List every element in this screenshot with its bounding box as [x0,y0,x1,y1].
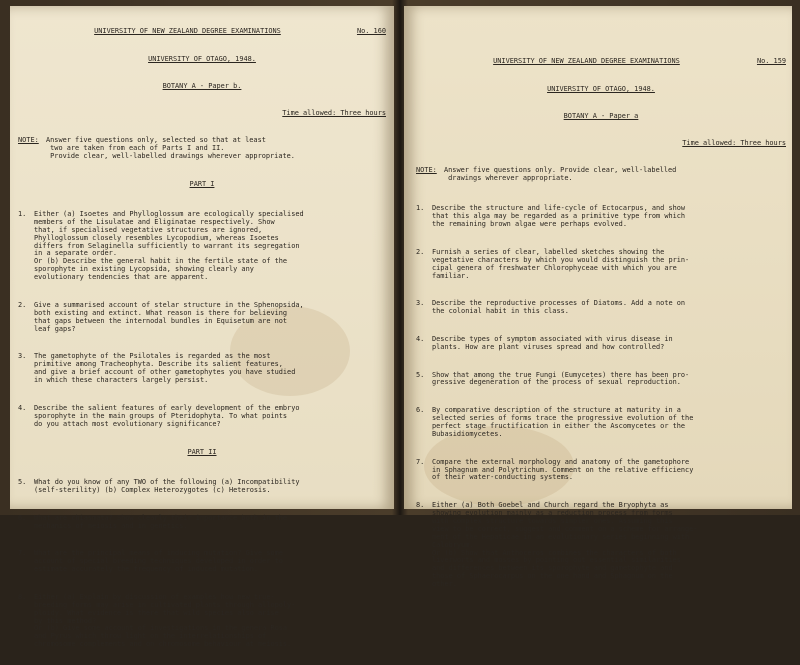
left-page [10,6,394,649]
question: 2. Give a summarised account of stelar structure in the Sphenopsida, both existing and extinct. What reason is there for believing that gaps between the internodal bundles in Equisetum are not leaf gaps? [18,302,386,334]
question: 7. Compare the external morphology and anatomy of the gametophore in Sphagnum and Polytrichum. Comment on the relative efficiency of their water-conducting systems. [416,459,786,483]
part-heading: PART II [187,448,217,457]
question-text: What are chiasmata? Show clearly their importance both in the mechanics of meiosis and in genetics. [34,513,288,530]
question: 5. Show that among the true Fungi (Eumycetes) there has been pro- gressive degeneration of the process of sexual reproduction. [416,372,786,388]
time-allowed: Time allowed: Three hours [282,108,386,117]
question-text: Describe types of symptom associated with virus disease in plants. How are plant viruses spread and how controlled? [432,334,673,351]
question-text: Compare the external morphology and anatomy of the gametophore in Sphagnum and Polytrichum. Comment on the relative efficiency of their water-conducting systems. [432,457,694,482]
question-text: Either (a) Explain by discussion of examples how new true- breeding forms may arise in cultivated plants through allopoly- ploidy. What evidence is there that wild species also arise by this method? Or (b) Give some account of investigations in the genera Rosa and Pyrus which throw light on the interrelationships of chromosome complements and on chromosome behaviour at meiosis. [34,592,296,649]
question: 6. What are chiasmata? Show clearly their importance both in the mechanics of meiosis and in genetics. [18,515,386,531]
question-text: Describe the salient features of early development of the embryo sporophyte in the main groups of Pteridophyta. To what points do you attach most evolutionary significance? [34,403,300,428]
question: 6. By comparative description of the structure at maturity in a selected series of forms trace the progressive evolution of the perfect stage fructification in either the Ascomycetes or the Bubasidiomycetes. [416,407,786,439]
note [416,167,786,183]
question-text: Show that among the true Fungi (Eumycetes) there has been pro- gressive degeneration of the process of sexual reproduction. [432,370,690,387]
question: 1. Either (a) Isoetes and Phylloglossum are ecologically specialised members of the Lisulatae and Eliginatae respectively. Show that, if specialised vegetative structures are ignored, Phylloglossum closely resembles Lycopodium, whereas Isoetes differs from Selaginella sufficiently to warrant its segregation in a separate order. Or (b) Describe the general habit in the fertile state of the sporophyte in existing Lycopsida, showing clearly any evolutionary tendencies that are apparent. [18,211,386,282]
question: 2. Furnish a series of clear, labelled sketches showing the vegetative characters by which you would distinguish the prin- cipal genera of freshwater Chlorophyceae with which you are familiar. [416,249,786,281]
question-text: What do you know of any TWO of the following (a) Incompatibility (self-sterility) (b) Complex Heterozygotes (c) Heterosis. [34,478,300,494]
question: 4. Describe the salient features of early development of the embryo sporophyte in the main groups of Pteridophyta. To what points do you attach most evolutionary significance? [18,405,386,429]
question: 8. Either (a) Explain by discussion of examples how new true- breeding forms may arise in cultivated plants through allopoly- ploidy. What evidence is there that wild species also arise by this method? Or (b) Give some account of investigations in the genera Rosa and Pyrus which throw light on the interrelationships of chromosome complements and on chromosome behaviour at meiosis. [18,594,386,649]
university-name: UNIVERSITY OF OTAGO, 1948. [547,84,655,93]
question: 8. Either (a) Both Goebel and Church regard the Bryophyta as showing evolution mainly as a reduction process from forms with complex structure towards simpler ones. Assuming this view to be correct, suggest and comment on a scheme for arrange- ment of the Hepaticae in an evolutionary series beginning with Calobryum. Or (b) Show that Anthoceros combines the characters of both liverworts and mosses by pointing out essential similarities and differences between its sporophyte and gametophyte and those of Sphaerocarpus on the one hand and Sphagnum on the other. [416,502,786,589]
question-text: Either (a) Both Goebel and Church regard the Bryophyta as showing evolution mainly as a reduction process from forms with complex structure towards simpler ones. Assuming this view to be correct, suggest and comment on a scheme for arrange- ment of the Hepaticae in an evolutionary series beginning with Calobryum. Or (b) Show that Anthoceros combines the characters of both liverworts and mosses by pointing out essential similarities and differences between its sporophyte and gametophyte and those of Sphaerocarpus on the one hand and Sphagnum on the other. [432,501,698,589]
header-line [416,58,786,66]
question-text: Furnish a series of clear, labelled sketches showing the vegetative characters by which you would distinguish the prin- cipal genera of freshwater Chlorophyceae with which you are familiar. [432,247,690,280]
question-text: What are the principal means of inducing mutation? Give some account of special breeding techniques developed in order to estimate accurately the frequency of induced mutation. [34,549,283,574]
paper-number: No. 159 [756,56,786,65]
question: 1. Describe the structure and life-cycle of Ectocarpus, and show that this alga may be regarded as a primitive type from which the remaining brown algae were perhaps evolved. [416,205,786,229]
question-text: Give a summarised account of stelar structure in the Sphenopsida, both existing and extinct. What reason is there for believing that gaps between the internodal bundles in Equisetum are not leaf gaps? [34,300,304,333]
right-page [404,6,792,589]
university-name: UNIVERSITY OF OTAGO, 1948. [148,54,256,63]
paper-title: BOTANY A - Paper b. [162,82,242,91]
note-text: Answer five questions only, selected so that at least two are taken from each of Parts I and II. Provide clear, well-labelled drawings wherever appropriate. [46,135,295,160]
paper-title: BOTANY A - Paper a [563,112,639,121]
question-text: Describe the structure and life-cycle of Ectocarpus, and show that this alga may be regarded as a primitive type from which the remaining brown algae were perhaps evolved. [432,204,686,229]
header-title: UNIVERSITY OF NEW ZEALAND DEGREE EXAMINATIONS [94,26,281,35]
exam-paper-159 [416,42,786,589]
question: 3. Describe the reproductive processes of Diatoms. Add a note on the colonial habit in this class. [416,300,786,316]
note [18,137,386,161]
question-text: Describe the reproductive processes of Diatoms. Add a note on the colonial habit in this class. [432,299,686,316]
time-allowed: Time allowed: Three hours [682,138,786,147]
note-text: Answer five questions only. Provide clear, well-labelled drawings wherever appropriate. [444,165,677,182]
header-title: UNIVERSITY OF NEW ZEALAND DEGREE EXAMINATIONS [493,56,680,65]
paper-number: No. 160 [356,26,386,35]
part-heading: PART I [189,180,215,189]
question-text: By comparative description of the structure at maturity in a selected series of forms trace the progressive evolution of the perfect stage fructification in either the Ascomycetes or the Bubasidiomycetes. [432,406,694,438]
note-label: NOTE: [18,135,39,144]
header-line [18,28,386,36]
question: 4. Describe types of symptom associated with virus disease in plants. How are plant viruses spread and how controlled? [416,336,786,352]
question-text: Either (a) Isoetes and Phylloglossum are ecologically specialised members of the Lisulatae and Eliginatae respectively. Show that, if specialised vegetative structures are ignored, Phylloglossum closely resembles Lycopodium, whereas Isoetes differs from Selaginella sufficiently to warrant its segregation in a separate order. Or (b) Describe the general habit in the fertile state of the sporophyte in existing Lycopsida, showing clearly any evolutionary tendencies that are apparent. [34,209,304,282]
question: 5. What do you know of any TWO of the following (a) Incompatibility (self-sterility) (b) Complex Heterozygotes (c) Heterosis. [18,479,386,495]
question: 7. What are the principal means of inducing mutation? Give some account of special breeding techniques developed in order to estimate accurately the frequency of induced mutation. [18,550,386,574]
question-text: The gametophyte of the Psilotales is regarded as the most primitive among Tracheophyta. Describe its salient features, and give a brief account of other gametophytes you have studied in which these characters largely persist. [34,352,296,385]
exam-paper-160 [18,12,386,649]
note-label: NOTE: [416,165,437,174]
question: 3. The gametophyte of the Psilotales is regarded as the most primitive among Tracheophyta. Describe its salient features, and give a brief account of other gametophytes you have studied in which these characters largely persist. [18,353,386,385]
